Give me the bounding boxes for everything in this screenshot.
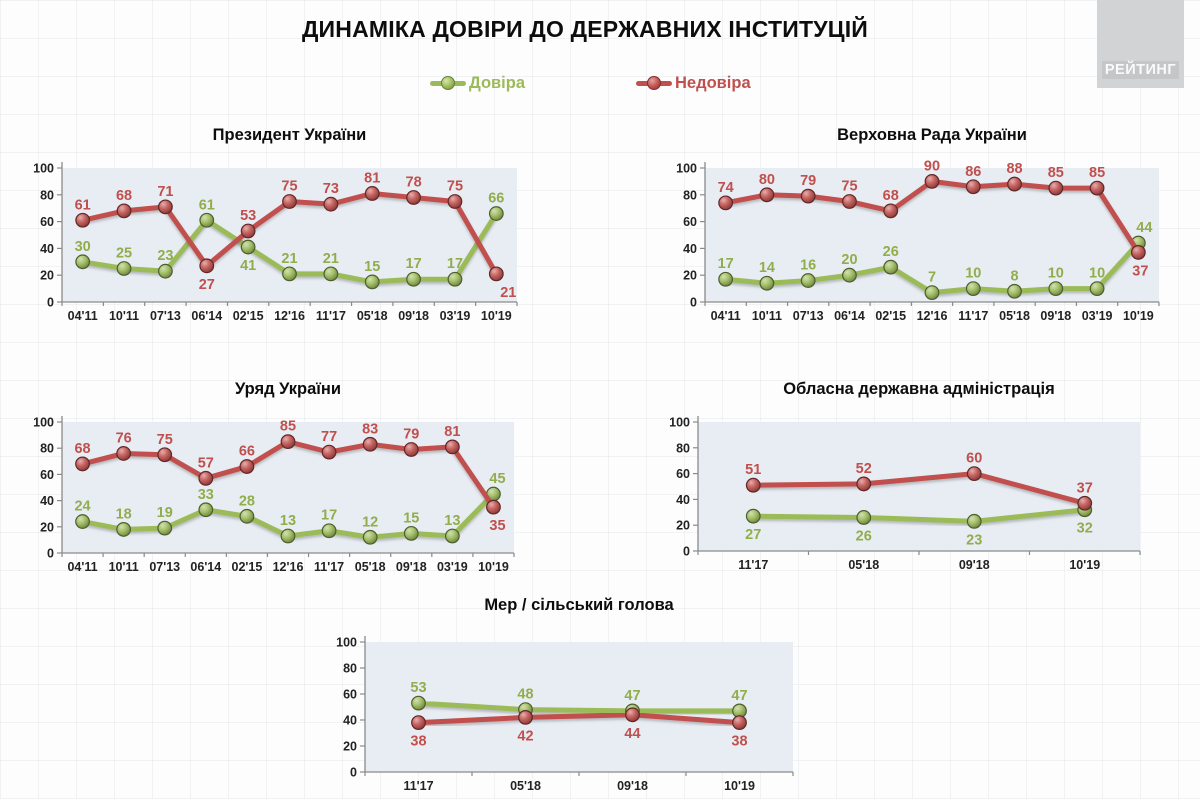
data-label: 27 (745, 527, 762, 544)
svg-text:60: 60 (676, 467, 690, 482)
svg-text:05'18: 05'18 (354, 560, 386, 574)
data-label: 85 (1047, 165, 1064, 182)
data-label: 44 (1136, 220, 1153, 237)
data-label: 71 (157, 183, 174, 200)
svg-text:10'19: 10'19 (724, 779, 755, 793)
legend-item-distrust (636, 70, 751, 96)
data-label: 57 (197, 455, 214, 472)
svg-text:100: 100 (336, 635, 357, 650)
chart-title: Мер / сільський голова (484, 596, 674, 614)
data-label: 21 (281, 250, 298, 267)
data-label: 37 (1132, 263, 1149, 280)
data-label: 26 (855, 528, 872, 545)
chart-title: Верховна Рада України (837, 126, 1027, 144)
data-label: 41 (240, 258, 257, 275)
svg-text:60: 60 (40, 215, 54, 230)
legend-item-trust (430, 70, 525, 96)
svg-text:60: 60 (40, 467, 54, 482)
chart-canvas (20, 120, 560, 345)
data-label: 68 (74, 440, 91, 457)
svg-text:05'18: 05'18 (356, 309, 388, 323)
svg-text:03'19: 03'19 (439, 309, 471, 323)
legend-label-distrust: Недовіра (675, 73, 751, 92)
data-label: 81 (364, 170, 381, 187)
data-label: 27 (198, 276, 215, 293)
svg-text:06'14: 06'14 (191, 309, 223, 323)
data-label: 51 (745, 462, 762, 479)
svg-text:20: 20 (343, 739, 357, 754)
data-label: 68 (882, 187, 899, 204)
svg-text:40: 40 (683, 241, 697, 256)
data-label: 18 (115, 506, 132, 523)
svg-text:04'11: 04'11 (67, 309, 98, 323)
data-label: 90 (923, 158, 941, 175)
svg-text:04'11: 04'11 (710, 309, 741, 323)
svg-text:10'19: 10'19 (1122, 309, 1154, 323)
svg-text:80: 80 (683, 188, 697, 203)
svg-text:100: 100 (676, 161, 697, 176)
data-label: 37 (1076, 480, 1093, 497)
data-label: 79 (800, 173, 817, 190)
data-label: 23 (966, 532, 983, 549)
data-label: 75 (156, 431, 173, 448)
legend-label-trust: Довіра (469, 73, 526, 92)
svg-text:10'11: 10'11 (751, 309, 782, 323)
data-label: 75 (446, 178, 464, 195)
svg-text:10'19: 10'19 (480, 309, 512, 323)
data-label: 77 (321, 429, 338, 446)
data-label: 61 (198, 197, 215, 214)
data-label: 45 (489, 471, 506, 488)
data-label: 33 (197, 486, 214, 503)
data-label: 66 (238, 443, 255, 460)
svg-text:11'17: 11'17 (315, 309, 346, 323)
svg-text:05'18: 05'18 (848, 558, 880, 572)
svg-text:100: 100 (669, 415, 690, 430)
svg-text:09'18: 09'18 (398, 309, 429, 323)
trust-line-marker-icon (430, 75, 466, 91)
data-label: 21 (322, 250, 339, 267)
data-label: 21 (500, 284, 517, 301)
svg-text:02'15: 02'15 (232, 309, 264, 323)
svg-text:06'14: 06'14 (834, 309, 865, 323)
data-label: 19 (156, 505, 173, 522)
data-label: 26 (882, 244, 899, 261)
svg-text:40: 40 (676, 492, 690, 507)
data-label: 30 (74, 238, 91, 255)
svg-text:03'19: 03'19 (436, 560, 468, 574)
data-label: 17 (405, 256, 422, 273)
chart-mayor (323, 588, 835, 799)
data-label: 68 (115, 187, 133, 204)
svg-text:09'18: 09'18 (617, 779, 648, 793)
data-label: 85 (279, 418, 297, 435)
svg-text:11'17: 11'17 (958, 309, 989, 323)
data-label: 25 (115, 245, 133, 262)
svg-text:11'17: 11'17 (314, 560, 345, 574)
data-label: 32 (1076, 520, 1093, 537)
data-label: 80 (758, 171, 775, 188)
data-label: 17 (321, 507, 338, 524)
data-label: 47 (731, 687, 748, 704)
data-label: 28 (238, 493, 255, 510)
chart-title: Президент України (212, 126, 367, 144)
data-label: 10 (1047, 265, 1064, 282)
svg-text:09'18: 09'18 (958, 558, 990, 572)
page-title: ДИНАМІКА ДОВІРИ ДО ДЕРЖАВНИХ ІНСТИТУЦІЙ (301, 16, 869, 42)
data-label: 42 (517, 728, 534, 745)
svg-text:10'19: 10'19 (1069, 558, 1101, 572)
svg-text:07'13: 07'13 (149, 560, 181, 574)
data-label: 10 (965, 265, 982, 282)
data-label: 53 (410, 680, 427, 697)
svg-text:60: 60 (343, 687, 357, 702)
svg-text:09'18: 09'18 (395, 560, 427, 574)
data-label: 66 (488, 190, 505, 207)
chart-title: Обласна державна адміністрація (783, 380, 1055, 398)
data-label: 83 (362, 421, 379, 438)
svg-text:80: 80 (343, 661, 357, 676)
svg-text:80: 80 (676, 441, 690, 456)
legend (0, 70, 1200, 96)
svg-text:11'17: 11'17 (403, 779, 434, 793)
svg-text:12'16: 12'16 (272, 560, 304, 574)
svg-text:0: 0 (47, 546, 54, 561)
svg-text:20: 20 (676, 518, 690, 533)
data-label: 8 (1010, 268, 1019, 285)
chart-president (20, 120, 560, 345)
chart-canvas (663, 120, 1195, 345)
svg-text:05'18: 05'18 (999, 309, 1030, 323)
data-label: 20 (841, 252, 858, 269)
svg-text:100: 100 (33, 415, 54, 430)
data-label: 17 (446, 256, 464, 273)
svg-text:100: 100 (33, 161, 54, 176)
svg-text:07'13: 07'13 (150, 309, 181, 323)
chart-canvas (323, 588, 835, 799)
data-label: 86 (965, 163, 982, 180)
data-label: 13 (279, 512, 297, 529)
data-label: 24 (74, 498, 91, 515)
svg-text:12'16: 12'16 (916, 309, 948, 323)
data-label: 35 (489, 518, 506, 535)
data-label: 47 (624, 687, 641, 704)
plot-area (365, 642, 793, 772)
svg-text:40: 40 (343, 713, 357, 728)
svg-text:04'11: 04'11 (67, 560, 98, 574)
svg-text:0: 0 (47, 295, 54, 310)
svg-text:80: 80 (40, 188, 54, 203)
data-label: 88 (1006, 161, 1023, 178)
svg-text:40: 40 (40, 494, 54, 509)
data-label: 13 (444, 512, 461, 529)
data-label: 74 (717, 179, 734, 196)
chart-canvas (656, 374, 1178, 588)
data-label: 48 (517, 686, 534, 703)
svg-text:03'19: 03'19 (1081, 309, 1113, 323)
svg-text:80: 80 (40, 441, 54, 456)
data-label: 73 (322, 181, 339, 198)
svg-text:20: 20 (683, 268, 697, 283)
svg-text:05'18: 05'18 (510, 779, 541, 793)
svg-text:10'11: 10'11 (108, 560, 139, 574)
data-label: 75 (841, 178, 858, 195)
rating-logo-label: РЕЙТИНГ (1102, 61, 1179, 79)
data-label: 85 (1089, 165, 1106, 182)
svg-text:60: 60 (683, 215, 697, 230)
data-label: 75 (281, 178, 298, 195)
svg-text:11'17: 11'17 (738, 558, 769, 572)
data-label: 16 (800, 257, 817, 274)
svg-text:40: 40 (40, 241, 54, 256)
chart-government (20, 374, 560, 588)
svg-text:09'18: 09'18 (1040, 309, 1072, 323)
data-label: 53 (240, 207, 257, 224)
chart-verkhovna-rada (663, 120, 1195, 345)
svg-text:20: 20 (40, 520, 54, 535)
data-label: 38 (410, 733, 427, 750)
svg-text:10'19: 10'19 (478, 560, 509, 574)
chart-oblast-administration (656, 374, 1178, 588)
data-label: 79 (403, 426, 420, 443)
data-label: 44 (624, 725, 641, 742)
data-label: 7 (927, 269, 937, 286)
data-label: 23 (157, 248, 174, 265)
svg-text:20: 20 (40, 268, 54, 283)
chart-canvas (20, 374, 560, 588)
svg-text:0: 0 (350, 765, 357, 780)
data-label: 15 (364, 258, 381, 275)
chart-title: Уряд України (234, 380, 342, 398)
data-label: 15 (403, 510, 420, 527)
data-label: 60 (966, 450, 983, 467)
svg-text:07'13: 07'13 (792, 309, 824, 323)
data-label: 78 (405, 174, 422, 191)
svg-text:10'11: 10'11 (108, 309, 140, 323)
svg-text:0: 0 (683, 544, 690, 559)
distrust-line-marker-icon (636, 75, 672, 91)
data-label: 76 (115, 430, 132, 447)
data-label: 61 (74, 197, 91, 214)
svg-text:0: 0 (690, 295, 697, 310)
data-label: 17 (717, 256, 734, 273)
data-label: 38 (731, 733, 748, 750)
svg-text:02'15: 02'15 (231, 560, 263, 574)
data-label: 12 (362, 514, 379, 531)
data-label: 10 (1089, 265, 1106, 282)
svg-text:02'15: 02'15 (875, 309, 907, 323)
data-label: 52 (855, 460, 872, 477)
data-label: 14 (758, 260, 775, 277)
svg-text:06'14: 06'14 (190, 560, 222, 574)
svg-text:12'16: 12'16 (274, 309, 305, 323)
data-label: 81 (444, 423, 461, 440)
